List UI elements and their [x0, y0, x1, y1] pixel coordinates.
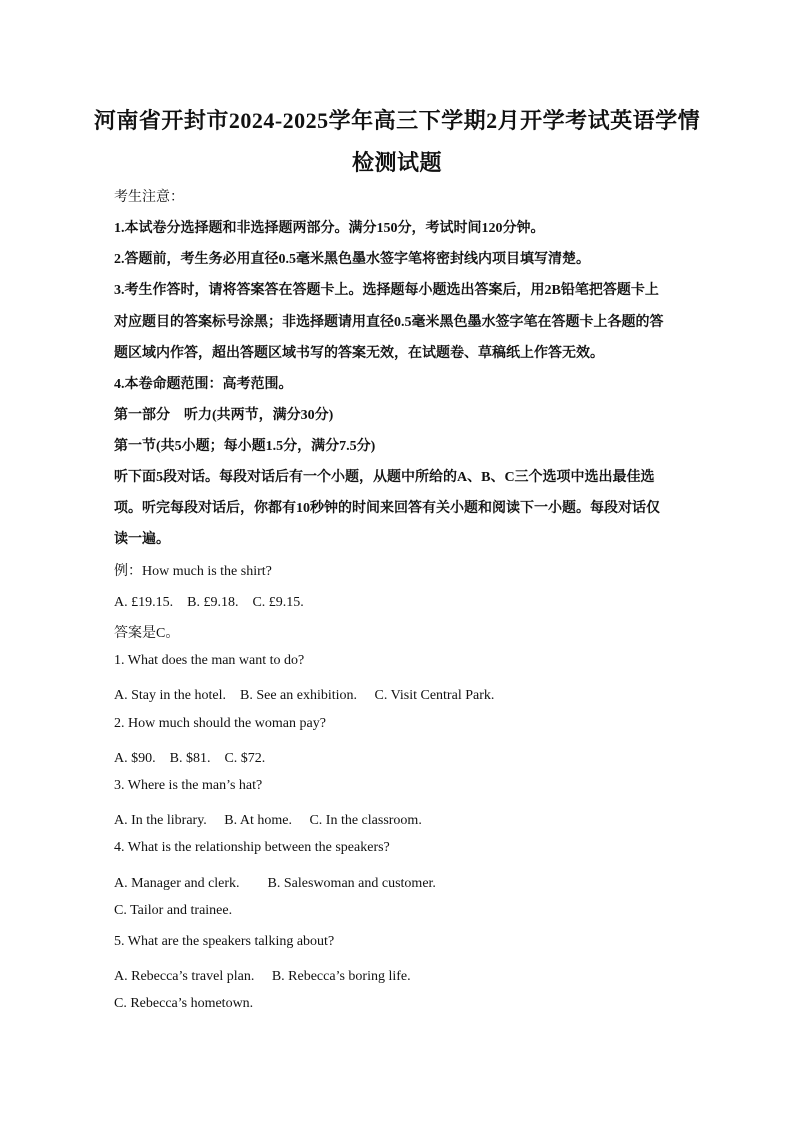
question-5: 5. What are the speakers talking about? — [114, 934, 335, 949]
question-2: 2. How much should the woman pay? — [114, 716, 326, 731]
instructions-line2: 项。听完每段对话后，你都有10秒钟的时间来回答有关小题和阅读下一小题。每段对话仅 — [114, 501, 660, 516]
notice-item-4: 4.本卷命题范围：高考范围。 — [114, 377, 293, 392]
question-1: 1. What does the man want to do? — [114, 653, 305, 668]
notice-item-1: 1.本试卷分选择题和非选择题两部分。满分150分，考试时间120分钟。 — [114, 221, 545, 236]
question-2-options: A. $90. B. $81. C. $72. — [114, 751, 266, 766]
question-3-options: A. In the library. B. At home. C. In the classroom. — [114, 813, 422, 828]
question-3: 3. Where is the man’s hat? — [114, 778, 263, 793]
example-answer: 答案是C。 — [114, 626, 180, 641]
question-5-options-line1: A. Rebecca’s travel plan. B. Rebecca’s boring life. — [114, 969, 411, 984]
question-4-options-line1: A. Manager and clerk. B. Saleswoman and customer. — [114, 876, 436, 891]
notice-item-2: 2.答题前，考生务必用直径0.5毫米黑色墨水签字笔将密封线内项目填写清楚。 — [114, 252, 590, 267]
question-4: 4. What is the relationship between the speakers? — [114, 840, 390, 855]
question-1-options: A. Stay in the hotel. B. See an exhibition. C. Visit Central Park. — [114, 688, 495, 703]
instructions-line3: 读一遍。 — [114, 532, 170, 547]
part1-heading: 第一部分 听力(共两节，满分30分) — [114, 408, 334, 423]
example-options: A. £19.15. B. £9.18. C. £9.15. — [114, 595, 304, 610]
instructions-line1: 听下面5段对话。每段对话后有一个小题，从题中所给的A、B、C三个选项中选出最佳选 — [114, 470, 655, 485]
question-4-options-line2: C. Tailor and trainee. — [114, 903, 233, 918]
exam-title-line1: 河南省开封市2024-2025学年高三下学期2月开学考试英语学情 — [93, 108, 701, 133]
notice-item-3-line3: 题区域内作答，超出答题区域书写的答案无效，在试题卷、草稿纸上作答无效。 — [114, 346, 604, 361]
question-5-options-line2: C. Rebecca’s hometown. — [114, 996, 254, 1011]
example-question: 例：How much is the shirt? — [114, 564, 272, 579]
notice-item-3-line1: 3.考生作答时，请将答案答在答题卡上。选择题每小题选出答案后，用2B铅笔把答题卡上 — [114, 283, 659, 298]
notice-heading: 考生注意： — [114, 190, 184, 205]
section1-heading: 第一节(共5小题；每小题1.5分，满分7.5分) — [114, 439, 376, 454]
exam-title-line2: 检测试题 — [351, 150, 442, 175]
notice-item-3-line2: 对应题目的答案标号涂黑；非选择题请用直径0.5毫米黑色墨水签字笔在答题卡上各题的答 — [114, 315, 664, 330]
